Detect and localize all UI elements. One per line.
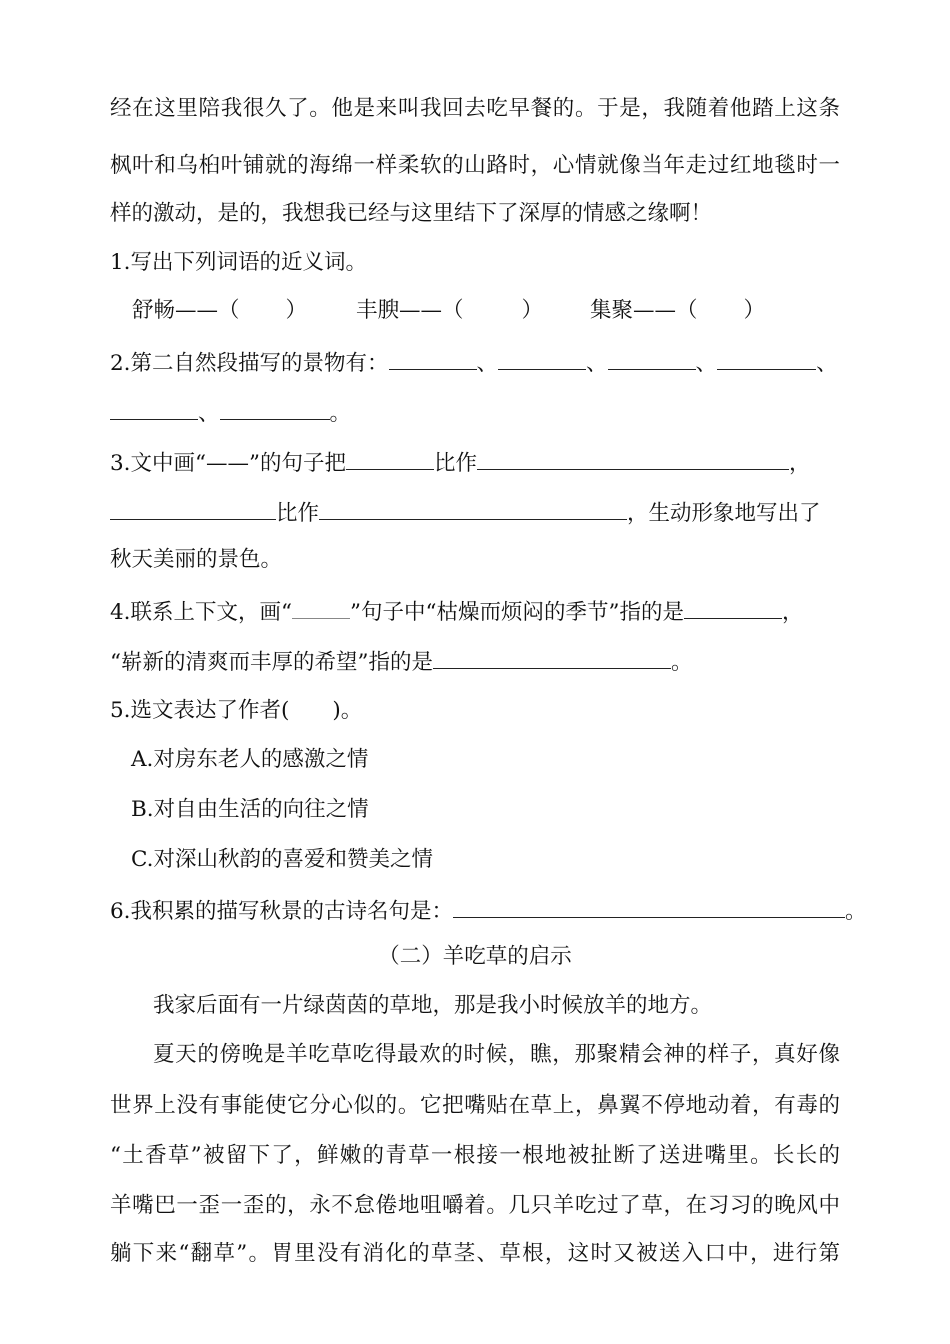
passage-line: 经在这里陪我很久了。他是来叫我回去吃早餐的。于是，我随着他踏上这条 xyxy=(110,96,840,121)
passage-line: 样的激动，是的，我想我已经与这里结下了深厚的情感之缘啊！ xyxy=(110,201,713,226)
passage-2-para-1: 我家后面有一片绿茵茵的草地，那是我小时候放羊的地方。 xyxy=(153,993,713,1018)
answer-blank[interactable] xyxy=(608,347,696,370)
passage-line: 世界上没有事能使它分心似的。它把嘴贴在草上，鼻翼不停地动着，有毒的 xyxy=(110,1093,840,1118)
answer-blank[interactable] xyxy=(220,397,330,420)
question-5-prompt: 5.选文表达了作者( )。 xyxy=(110,698,363,723)
synonym-item: 集聚——（ ） xyxy=(590,298,766,323)
option-a: A.对房东老人的感激之情 xyxy=(131,747,369,772)
answer-blank[interactable] xyxy=(498,347,586,370)
answer-blank[interactable] xyxy=(110,497,276,520)
answer-blank[interactable] xyxy=(319,497,627,520)
passage-line: 躺下来“翻草”。胃里没有消化的草茎、草根，这时又被送入口中，进行第 xyxy=(110,1241,840,1266)
question-3: 3.文中画“——”的句子把 比作 ， xyxy=(110,447,840,479)
passage-2-title: （二）羊吃草的启示 xyxy=(378,944,572,969)
answer-blank[interactable] xyxy=(389,347,477,370)
question-2-prompt: 2.第二自然段描写的景物有： xyxy=(110,351,389,376)
option-b: B.对自由生活的向往之情 xyxy=(131,797,369,822)
wavy-underline xyxy=(292,596,350,619)
option-c: C.对深山秋韵的喜爱和赞美之情 xyxy=(131,847,434,872)
answer-blank[interactable] xyxy=(433,646,671,669)
question-6: 6.我积累的描写秋景的古诗名句是： 。 xyxy=(110,895,840,927)
passage-line: 羊嘴巴一歪一歪的，永不怠倦地咀嚼着。几只羊吃过了草，在习习的晚风中 xyxy=(110,1193,840,1218)
question-3-end: 秋天美丽的景色。 xyxy=(110,547,283,572)
question-4: 4.联系上下文，画“ ”句子中“枯燥而烦闷的季节”指的是 ， xyxy=(110,596,840,628)
answer-blank[interactable] xyxy=(453,895,845,918)
passage-line: 枫叶和乌桕叶铺就的海绵一样柔软的山路时，心情就像当年走过红地毯时一 xyxy=(110,153,840,178)
answer-blank[interactable] xyxy=(346,447,434,470)
question-2-cont: 、 。 xyxy=(110,397,840,429)
synonym-item: 丰腴——（ ） xyxy=(356,298,544,323)
answer-blank[interactable] xyxy=(684,596,782,619)
question-3-cont: 比作 ，生动形象地写出了 xyxy=(110,497,840,529)
answer-blank[interactable] xyxy=(110,397,198,420)
passage-line: “土香草”被留下了，鲜嫩的青草一根接一根地被扯断了送进嘴里。长长的 xyxy=(110,1143,840,1168)
answer-blank[interactable] xyxy=(477,447,789,470)
passage-line: 夏天的傍晚是羊吃草吃得最欢的时候，瞧，那聚精会神的样子，真好像 xyxy=(153,1042,840,1067)
question-2: 2.第二自然段描写的景物有： 、 、 、 、 xyxy=(110,347,840,379)
synonym-item: 舒畅——（ ） xyxy=(132,298,308,323)
question-4-cont: “崭新的清爽而丰厚的希望”指的是 。 xyxy=(110,646,840,678)
question-1-prompt: 1.写出下列词语的近义词。 xyxy=(110,250,368,275)
answer-blank[interactable] xyxy=(717,347,816,370)
